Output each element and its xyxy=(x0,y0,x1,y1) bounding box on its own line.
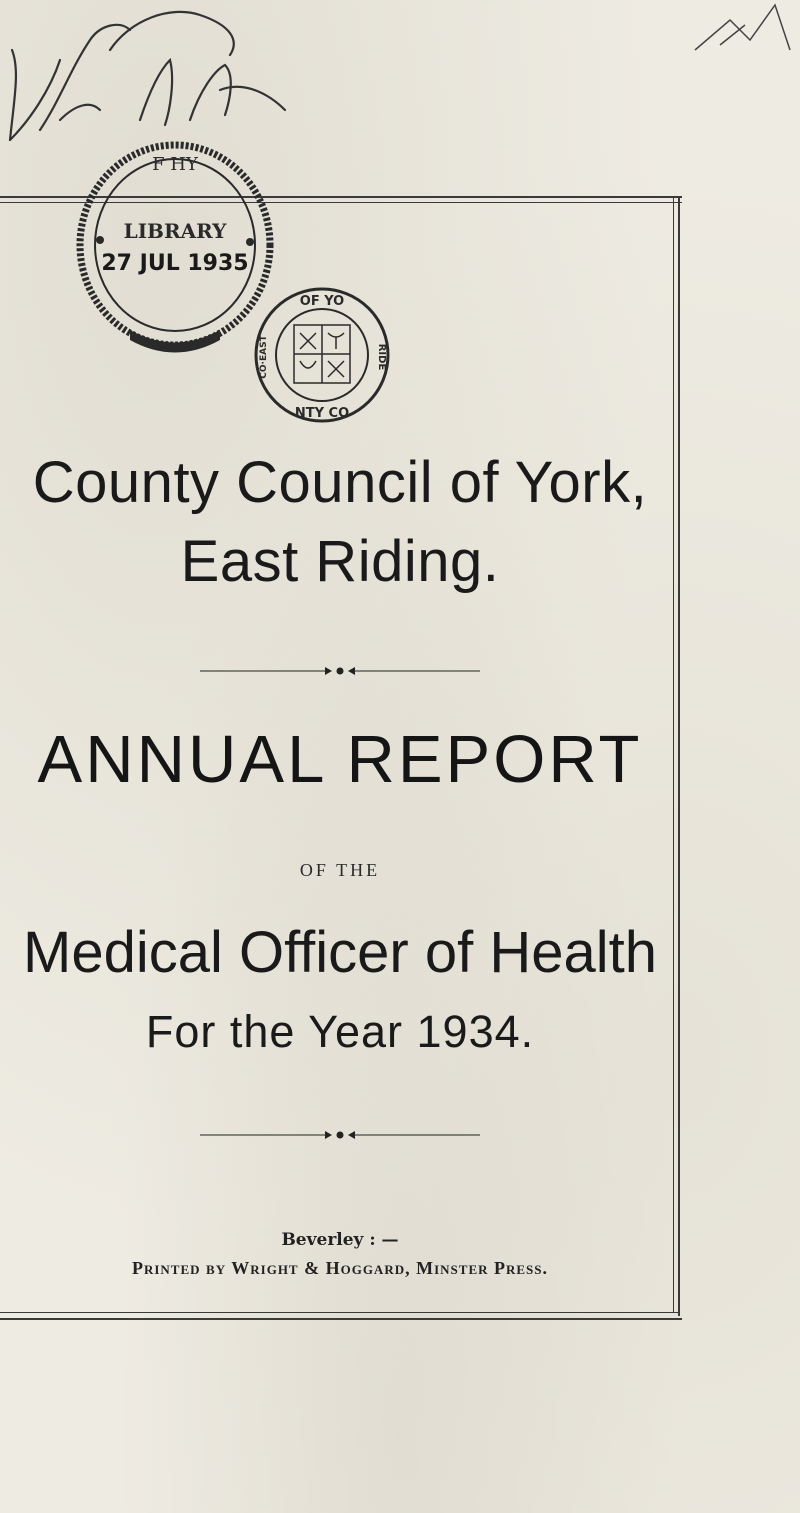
svg-text:CO·EAST: CO·EAST xyxy=(259,335,269,379)
library-stamp xyxy=(70,130,280,360)
title-line-2: East Riding. xyxy=(180,529,500,594)
printer-line: Printed by Wright & Hoggard, Minster Press. xyxy=(131,1258,549,1278)
corner-scribble xyxy=(690,0,800,60)
ornament-divider-lower xyxy=(200,1130,480,1140)
ornament-divider xyxy=(200,666,480,676)
frame-bottom-line-inner xyxy=(0,1312,678,1313)
svg-text:LIBRARY: LIBRARY xyxy=(123,219,227,243)
place-of-printing: Beverley : — xyxy=(281,1230,399,1250)
svg-text:F HY: F HY xyxy=(152,154,198,175)
frame-bottom-line xyxy=(0,1318,682,1320)
handwritten-signature xyxy=(0,0,300,150)
svg-text:OF YO: OF YO xyxy=(299,294,345,309)
of-the-text: OF THE xyxy=(299,860,381,880)
svg-text:27 JUL 1935: 27 JUL 1935 xyxy=(101,251,249,276)
report-subject: Medical Officer of Health xyxy=(23,920,657,985)
title-line-1: County Council of York, xyxy=(32,450,648,515)
svg-text:RIDE: RIDE xyxy=(376,343,387,371)
report-heading: ANNUAL REPORT xyxy=(37,722,643,797)
report-year: For the Year 1934. xyxy=(145,1006,535,1057)
svg-text:NTY CO: NTY CO xyxy=(294,406,350,421)
county-crest xyxy=(252,285,392,425)
